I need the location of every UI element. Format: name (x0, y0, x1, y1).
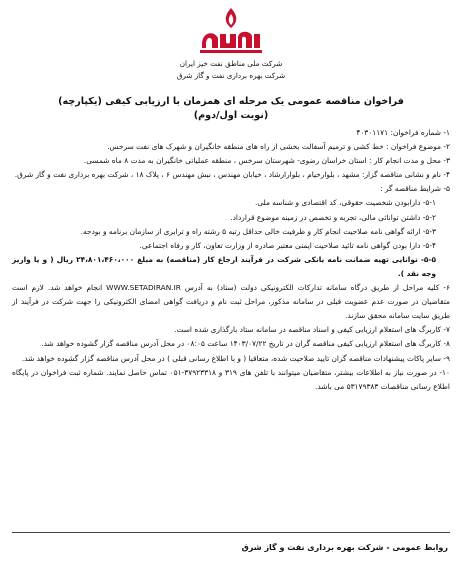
company-header (0, 58, 462, 82)
subitem-5-2: ۵-۲- داشتن توانائی مالی، تجربه و تخصص در زمینه موضوع قرارداد. (230, 212, 436, 222)
footer-divider (12, 532, 450, 533)
title-line2: (نوبت اول/دوم) (193, 110, 269, 121)
item-1: ۱- شماره فراخوان: ۴۰۳۰۱۱۷۱ (356, 128, 450, 137)
item-10: ۱۰- در صورت نیاز به اطلاعات بیشتر، متقاضیان میتوانند با تلفن های ۳۱۹ و ۳۷۹۲۳۳۱۸-۰۵۱ تماس حاصل نمایند. شماره ثبت فراخوان در پایگاه اطلاع رسانی مناقصات ۵۳۱۷۹۳۸۳ می باشد. (12, 367, 450, 391)
nioc-logo-icon (196, 4, 266, 58)
subitem-5-5: ۵-۵- توانایی تهیه ضمانت نامه بانکی شرکت در فرآیند ارجاع کار (مناقصه) به مبلغ ۲۴،۸۰۱،۴۶۰،۰۰۰ ریال ( و یا واریز وجه نقد ). (12, 254, 437, 278)
item-4: ۴- نام و نشانی مناقصه گزار: مشهد ، بلوارخیام ، بلوارارشاد ، خیابان مهندس ، نبش مهندس ۶ ، پلاک ۱۸ ، شرکت بهره برداری نفت و گاز شرق. (14, 170, 450, 180)
title-line1: فراخوان مناقصه عمومی یک مرحله ای همزمان با ارزیابی کیفی (یکپارچه) (58, 96, 404, 107)
subitem-5-3: ۵-۳- ارائه گواهی نامه صلاحیت انجام کار و ظرفیت خالی حداقل رتبه ۵ رشته راه و ترابری از سازمان برنامه و بودجه. (80, 226, 436, 236)
item-6: ۶- کلیه مراحل از طریق درگاه سامانه تدارکات الکترونیکی دولت (ستاد) به آدرس WWW.SETADIRAN.IR انجام خواهد شد. لازم است متقاضیان در صورت عدم عضویت قبلی در سامانه مذکور، مراحل ثبت نام و دریافت گواهی امضای الکترونیکی را جهت شرکت در فرآیند از طریق سایت سامانه محقق سازند. (12, 283, 450, 321)
notice-body (12, 126, 450, 394)
item-8: ۸- کاربرگ های استعلام ارزیابی کیفی مناقصه گران در تاریخ ۱۴۰۳/۰۷/۲۲ ساعت ۰۸:۰۵ در محل آدرس مناقصه گزار گشوده خواهد شد. (41, 339, 450, 349)
company-line1: شرکت ملی مناطق نفت خیز ایران (179, 59, 283, 68)
subitem-5-4: ۵-۴- دارا بودن گواهی نامه تائید صلاحیت ایمنی معتبر صادره از وزارت تعاون، کار و رفاه اجتماعی. (139, 240, 436, 250)
footer-public-relations: روابط عمومی - شرکت بهره برداری نفت و گاز شرق (241, 543, 448, 552)
item-3: ۳- محل و مدت انجام کار : استان خراسان رضوی- شهرستان سرخس ، منطقه عملیاتی خانگیران به مدت ۸ ماه شمسی. (83, 156, 450, 166)
item-5: ۵- شرایط مناقصه گر : (380, 184, 450, 194)
notice-title (0, 95, 462, 123)
item-7: ۷- کاربرگ های استعلام ارزیابی کیفی و اسناد مناقصه در سامانه ستاد بارگذاری شده است. (174, 325, 450, 335)
item-9: ۹- سایر پاکات پیشنهادات مناقصه گران تایید صلاحیت شده، متعاقبا ( و با اطلاع رسانی قبلی ) در محل آدرس مناقصه گزار گشوده خواهد شد. (21, 353, 450, 363)
subitem-5-1: ۵-۱- دارابودن شخصیت حقوقی، کد اقتصادی و شناسه ملی. (255, 198, 436, 208)
company-line2: شرکت بهره برداری نفت و گاز شرق (176, 71, 286, 80)
item-2: ۲- موضوع فراخوان : خط کشی و ترمیم آسفالت بخشی از راه های منطقه خانگیران و شهرک های نفت سرخس. (107, 142, 450, 152)
